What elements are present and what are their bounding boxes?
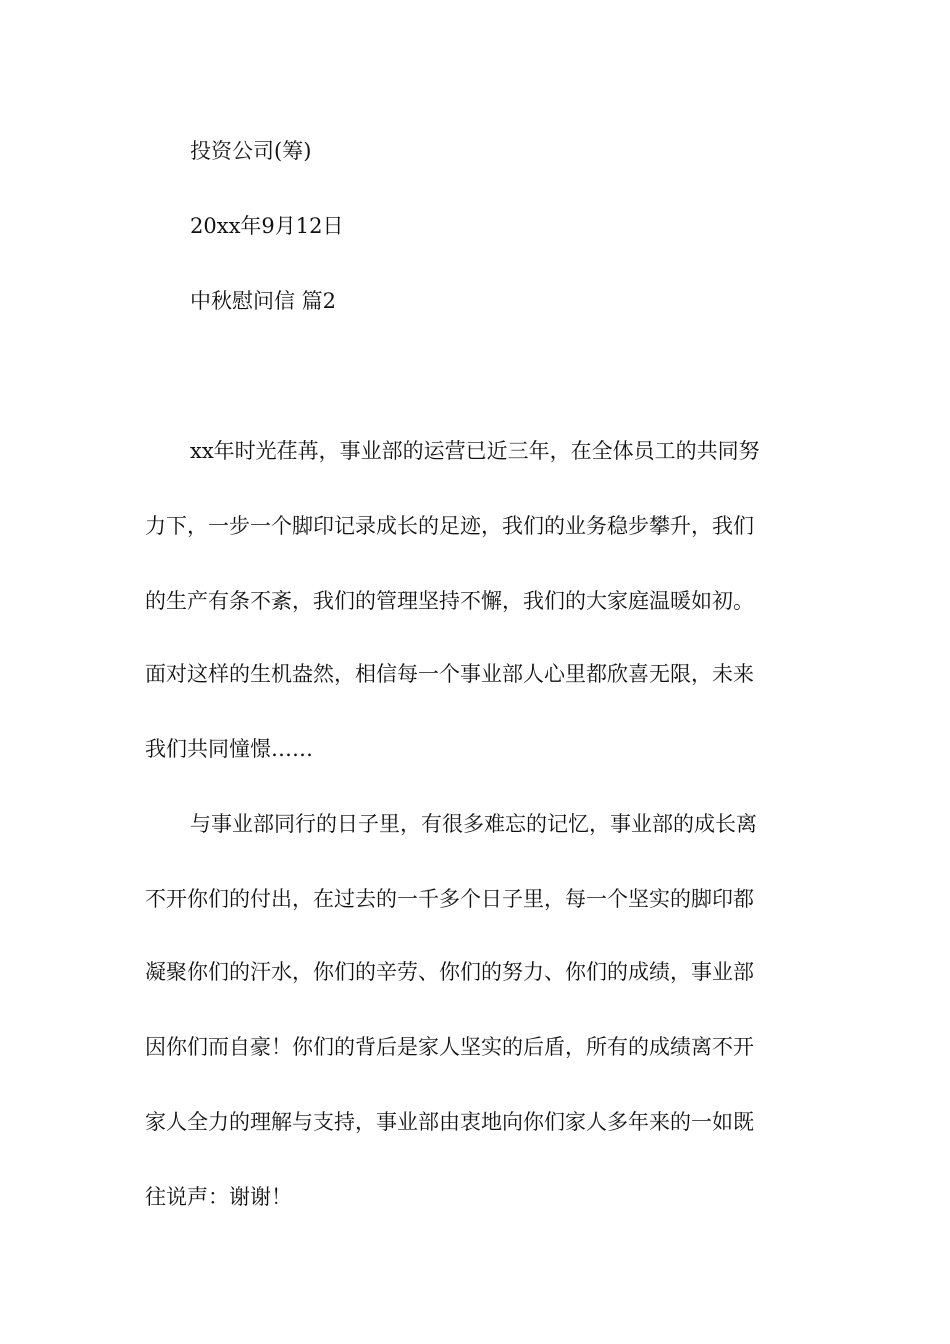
paragraph-line: 力下，一步一个脚印记录成长的足迹，我们的业务稳步攀升，我们 <box>145 514 754 538</box>
paragraph-line: 的生产有条不紊，我们的管理坚持不懈，我们的大家庭温暖如初。 <box>145 589 754 613</box>
paragraph-line: 家人全力的理解与支持，事业部由衷地向你们家人多年来的一如既 <box>145 1110 754 1134</box>
letter-date: 20xx年9月12日 <box>190 214 344 238</box>
paragraph-line: 往说声：谢谢！ <box>145 1185 292 1209</box>
paragraph-line: 不开你们的付出，在过去的一千多个日子里，每一个坚实的脚印都 <box>145 887 754 911</box>
paragraph-line: xx年时光荏苒，事业部的运营已近三年，在全体员工的共同努 <box>190 439 760 463</box>
letter-title: 中秋慰问信 篇2 <box>190 289 337 313</box>
paragraph-line: 我们共同憧憬…… <box>145 737 313 761</box>
paragraph-line: 因你们而自豪！你们的背后是家人坚实的后盾，所有的成绩离不开 <box>145 1035 754 1059</box>
paragraph-line: 凝聚你们的汗水，你们的辛劳、你们的努力、你们的成绩，事业部 <box>145 960 754 984</box>
company-name: 投资公司(筹) <box>190 139 312 163</box>
paragraph-line: 面对这样的生机盎然，相信每一个事业部人心里都欣喜无限，未来 <box>145 662 754 686</box>
paragraph-line: 与事业部同行的日子里，有很多难忘的记忆，事业部的成长离 <box>190 812 757 836</box>
